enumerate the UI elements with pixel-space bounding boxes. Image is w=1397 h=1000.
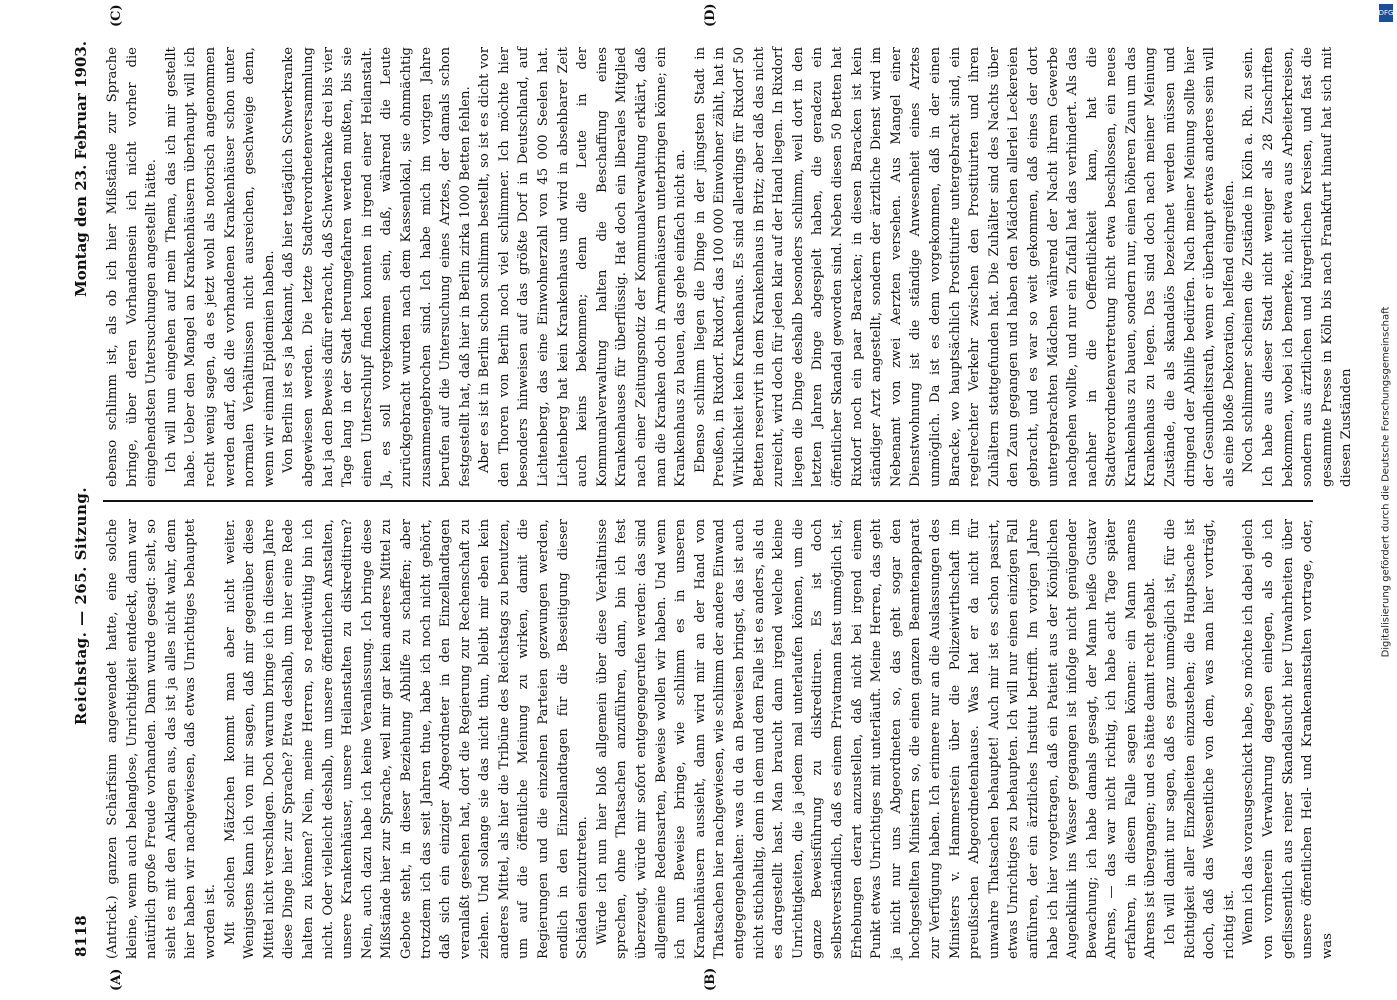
margin-marker-b: (B) (703, 967, 718, 991)
page-number: 8118 (72, 915, 90, 957)
paragraph: Wenn ich das vorausgeschickt habe, so möchte ich dabei gleich von vornherein Verwahrung dagegen einlegen, als ob ich geflissentlich aus reiner Skandalsucht hier Unwahrheiten über unsere öffentlichen Heil- und Krankenanstalten vortrage, oder, was (1241, 519, 1335, 959)
margin-marker-a: (A) (109, 968, 124, 991)
right-column (103, 47, 1355, 487)
paragraph: Von Berlin ist es ja bekannt, daß hier tagtäglich Schwerkranke abgewiesen werden. Die letzte Stadtverordnetenversammlung hat ja den Beweis dafür erbracht, daß Schwerkranke drei bis vier Tage lang in der Stadt herumgefahren werden mußten, bis sie einen Unterschlupf finden konnten in irgend einer Heilanstalt. Ja, es soll vorgekommen sein, daß, während die Leute zurückgebracht wurden nach dem Kassenlokal, sie ohnmächtig zusammengebrochen sind. Ich habe mich im vorigen Jahre berufen auf die Untersuchung eines Arztes, der damals schon festgestellt hat, daß hier in Berlin zirka 1000 Betten fehlen. (281, 47, 473, 487)
column-divider (103, 500, 1313, 502)
paragraph: ebenso schlimm ist, als ob ich hier Mißstände zur Sprache bringe, über deren Vorhandensein ich nicht vorher die eingehendsten Untersuchungen angestellt hätte. (105, 47, 160, 487)
page-header (63, 35, 99, 965)
paragraph: Würde ich nun hier bloß allgemein über diese Verhältnisse sprechen, ohne Thatsachen anzuführen, dann, bin ich fest überzeugt, würde mir sofort entgegengerufen werden: das sind allgemeine Redensarten, Beweise wollen wir haben. Und wenn ich nun Beweise bringe, wie schlimm es in unseren Krankenhäusern aussieht, dann wird mir an der Hand von Thatsachen hier nachgewiesen, wie schlimm der andere Einwand entgegengehalten: was du da an Beweisen bringst, das ist auch nicht stichhaltig, denn in dem und dem Falle ist es anders, als du es dargestellt hast. Man braucht dann irgend welche kleine Unrichtigkeiten, die ja jedem mal unterlaufen können, um die ganze Beweisführung zu diskreditiren. Es ist doch selbstverständlich, daß es einem Privatmann fast unmöglich ist, Erhebungen derart anzustellen, daß nicht bei irgend einem Punkt etwas Unrichtiges mit unterläuft. Meine Herren, das geht ja nicht nur uns Abgeordneten so, das geht sogar den hochgestellten Ministern so, die einen ganzen Beamtenapparat zur Verfügung haben. Ich erinnere nur an die Auslassungen des Ministers v. Hammerstein über die Polizeiwirthschaft im preußischen Abgeordnetenhause. Was hat er da nicht für unwahre Thatsachen behauptet! Auch mir ist es schon passirt, etwas Unrichtiges zu behaupten. Ich will nur einen einzigen Fall anführen, der ein ärztliches Institut betrifft. Im vorigen Jahre habe ich hier vorgetragen, daß ein Patient aus der Königlichen Augenklinik ins Wasser gegangen ist infolge nicht genügender Bewachung; ich habe damals gesagt, der Mann heiße Gustav Ahrens, — das war nicht richtig, ich habe acht Tage später erfahren, in diesem Falle sagen können: ein Mann namens Ahrens ist übergangen; und es hätte damit recht gehabt. (594, 519, 1159, 959)
margin-marker-d: (D) (703, 3, 718, 27)
paragraph: Ich will nun eingehen auf mein Thema, das ich mir gestellt habe. Ueber den Mangel an Krankenhäusern überhaupt will ich recht wenig sagen, da es jetzt wohl als notorisch angenommen werden darf, daß die vorhandenen Krankenhäuser schon unter normalen Verhältnissen nicht ausreichen, geschweige denn, wenn wir einmal Epidemien haben. (163, 47, 277, 487)
left-column (103, 519, 1335, 959)
margin-marker-c: (C) (109, 4, 124, 27)
paragraph: Aber es ist in Berlin schon schlimm bestellt, so ist es dicht vor den Thoren von Berlin noch viel schlimmer. Ich möchte hier besonders hinweisen auf das größte Dorf in Deutschland, auf Lichtenberg, das eine Einwohnerzahl von 45 000 Seelen hat. Lichtenberg hat kein Krankenhaus und wird in absehbarer Zeit auch keins bekommen; denn die Leute in der Kommunalverwaltung halten die Beschaffung eines Krankenhauses für überflüssig. Hat doch ein liberales Mitglied nach einer Zeitungsnotiz der Kommunalverwaltung erklärt, daß man die Kranken doch in Armenhäusern unterbringen könne; ein Krankenhaus zu bauen, das gehe einfach nicht an. (477, 47, 689, 487)
session-date: Montag den 23. Februar 1903. (72, 41, 90, 297)
paragraph: Noch schlimmer scheinen die Zustände in Köln a. Rh. zu sein. Ich habe aus dieser Stadt nicht weniger als 28 Zuschriften bekommen, wobei ich bemerke, nicht etwa aus Arbeiterkreisen, sondern aus ärztlichen und bürgerlichen Kreisen, und fast die gesammte Presse in Köln bis nach Frankfurt hinauf hat sich mit diesen Zuständen (1241, 47, 1355, 487)
digitization-credit (1379, 22, 1393, 942)
paragraph: (Antrick.) ganzen Schärfsinn angewendet hatte, eine solche kleine, wenn auch belanglose, Unrichtigkeit entdeckt, dann war natürlich große Freude vorhanden. Dann wurde gesagt: seht, so sieht es mit den Anklagen aus, das ist ja alles nicht wahr, denn hier haben wir nachgewiesen, daß etwas Unrichtiges behauptet worden ist. (105, 519, 218, 959)
dfg-logo: DFG (1379, 4, 1393, 22)
paragraph: Ebenso schlimm liegen die Dinge in der jüngsten Stadt in Preußen, in Rixdorf. Rixdorf, das 100 000 Einwohner zählt, hat in Wirklichkeit kein Krankenhaus. Es sind allerdings für Rixdorf 50 Betten reservirt in dem Krankenhaus in Britz; aber daß das nicht zureicht, wird doch für jeden klar auf der Hand liegen. In Rixdorf liegen die Dinge deshalb besonders schlimm, weil dort in den letzten Jahren Dinge abgespielt haben, die geradezu ein öffentlicher Skandal geworden sind. Neben diesen 50 Betten hat Rixdorf noch ein paar Baracken; in diesen Baracken ist kein ständiger Arzt angestellt, sondern der ärztliche Dienst wird im Nebenamt von zwei Aerzten versehen. Aus Mangel einer Dienstwohnung ist die ständige Anwesenheit eines Arztes unmöglich. Da ist es denn vorgekommen, daß in der einen Baracke, wo hauptsächlich Prostituirte untergebracht sind, ein regelrechter Verkehr zwischen den Prostituirten und ihren Zuhältern stattgefunden hat. Die Zuhälter sind des Nachts über den Zaun gegangen und haben den Mädchen allerlei Leckereien gebracht, und es war so weit gekommen, daß eines der dort untergebrachten Mädchen während der Nacht ihrem Gewerbe nachgehen wollte, und nur ein Zufall hat das verhindert. Als das nachher in die Oeffentlichkeit kam, hat die Stadtverordnetenvertretung nicht etwa beschlossen, ein neues Krankenhaus zu bauen, sondern nur, einen höheren Zaun um das Krankenhaus zu legen. Das sind doch nach meiner Meinung Zustände, die als skandalös bezeichnet werden müssen und dringend der Abhilfe bedürfen. Nach meiner Meinung sollte hier der Gesundheitsrath, wenn er überhaupt etwas anderes sein will als eine bloße Dekoration, helfend eingreifen. (692, 47, 1237, 487)
session-title: Reichstag. — 265. Sitzung. (72, 486, 90, 726)
credit-text: Digitalisierung gefördert durch die Deutsche Forschungsgemeinschaft (1380, 306, 1392, 658)
paragraph: Ich will damit nur sagen, daß es ganz unmöglich ist, für die Richtigkeit aller Einzelheiten einzustehen; die Hauptsache ist doch, daß das Wesentliche von dem, was man hier vorträgt, richtig ist. (1163, 519, 1237, 959)
rotated-page (63, 3, 1355, 991)
paragraph: Mit solchen Mätzchen kommt man aber nicht weiter. Wenigstens kann ich von mir sagen, daß mir gegenüber diese Mittel nicht verschlagen. Doch warum bringe ich in diesem Jahre diese Dinge hier zur Sprache? Etwa deshalb, um hier eine Rede halten zu können? Nein, meine Herren, so redewüthig bin ich nicht. Oder vielleicht deshalb, um unsere öffentlichen Anstalten, unsere Krankenhäuser, unsere Heilanstalten zu diskreditiren? Nein, auch dazu habe ich keine Veranlassung. Ich bringe diese Mißstände hier zur Sprache, weil mir gar kein anderes Mittel zu Gebote steht, in dieser Beziehung Abhilfe zu schaffen; aber trotzdem ich das seit Jahren thue, habe ich noch nicht gehört, daß sich ein einziger Abgeordneter in den Einzellandtagen veranlaßt gesehen hat, dort die Regierung zur Rechenschaft zu ziehen. Und solange sie das nicht thun, bleibt mir eben kein anderes Mittel, als hier die Tribüne des Reichstags zu benutzen, um auf die öffentliche Meinung zu wirken, damit die Regierungen und die einzelnen Parteien gezwungen werden, endlich in den Einzellandtagen für die Beseitigung dieser Schäden einzutreten. (222, 519, 591, 959)
